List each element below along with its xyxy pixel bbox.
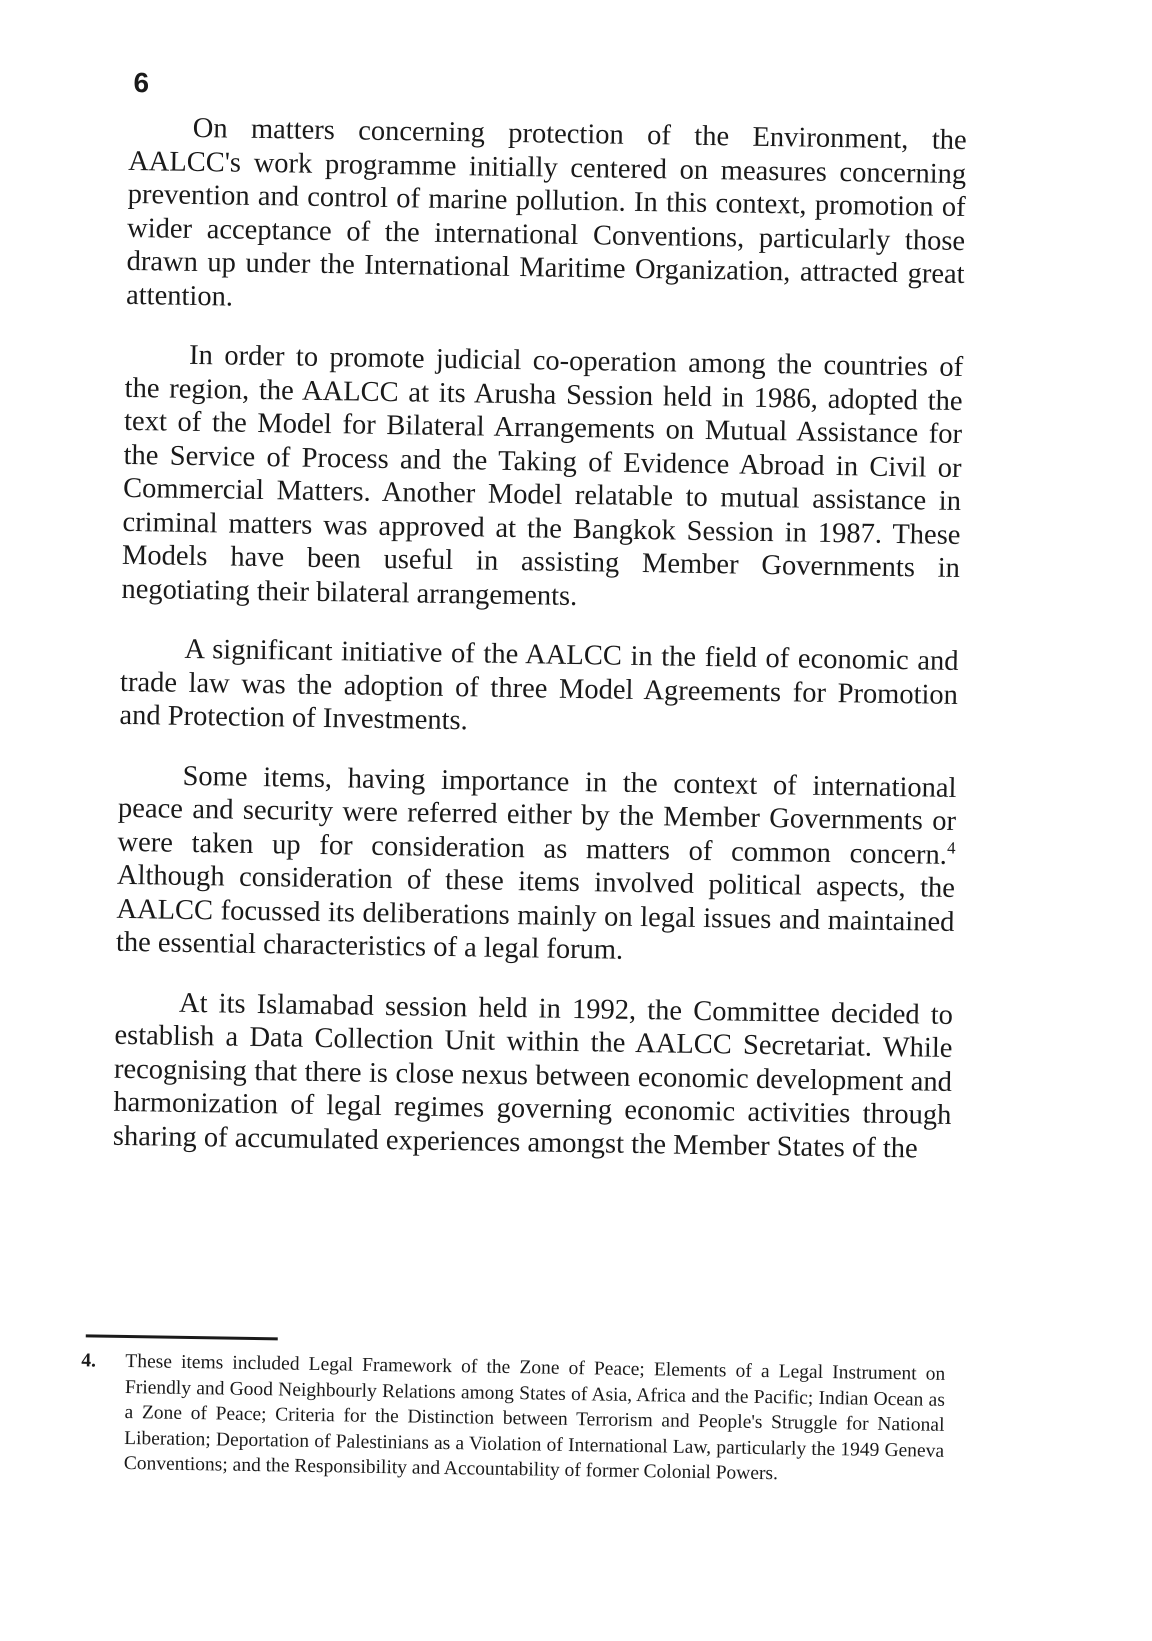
footnote: [80, 1348, 946, 1489]
paragraph-trade-law: A significant initiative of the AALCC in the field of economic and trade law was the adoption of three Model Agreements for Promotion and Protection of Investments.: [119, 633, 959, 737]
footnote-marker: 4.: [81, 1350, 97, 1372]
paragraph-peace-security: [116, 758, 957, 972]
body-text: [112, 111, 967, 1192]
footnote-reference: 4: [946, 837, 956, 857]
page-number: 6: [133, 66, 150, 99]
paragraph-peace-security-text-start: Some items, having importance in the context of international peace and security were referred either by the Member Governments or were taken up for consideration as matters of common concern.: [117, 760, 957, 871]
paragraph-data-collection: At its Islamabad session held in 1992, the Committee decided to establish a Data Collection Unit within the AALCC Secretariat. While recognising that there is close nexus between economic development and harmonization of legal regimes governing economic activities through sharing of accumulated experiences amongst the Member States of the: [112, 987, 954, 1164]
footnote-text: These items included Legal Framework of the Zone of Peace; Elements of a Legal Instrument on Friendly and Good Neighbourly Relations among States of Asia, Africa and the Pacific; Indian Ocean as a Zone of Peace; Criteria for the Distinction between Terrorism and People's Struggle for National Liberation; Deportation of Palestinians as a Violation of International Law, particularly the 1949 Geneva Conventions; and the Responsibility and Accountability of former Colonial Powers.: [123, 1350, 946, 1485]
paragraph-peace-security-text-end: Although consideration of these items involved political aspects, the AALCC focussed its deliberations mainly on legal issues and maintained the essential characteristics of a legal forum.: [115, 859, 956, 966]
footnote-divider: [86, 1334, 278, 1340]
paragraph-judicial-cooperation: In order to promote judicial co-operation among the countries of the region, the AALCC at its Arusha Session held in 1986, adopted the text of the Model for Bilateral Arrangements on Mutual Assistance for the Service of Process and the Taking of Evidence Abroad in Civil or Commercial Matters. Another Model relatable to mutual assistance in criminal matters was approved at the Bangkok Session in 1987. These Models have been useful in assisting Member Governments in negotiating their bilateral arrangements.: [121, 339, 964, 612]
paragraph-environment: On matters concerning protection of the Environment, the AALCC's work programme initially centered on measures concerning prevention and control of marine pollution. In this context, promotion of wider acceptance of the international Conventions, particularly those drawn up under the International Maritime Organization, attracted great attention.: [125, 112, 967, 313]
